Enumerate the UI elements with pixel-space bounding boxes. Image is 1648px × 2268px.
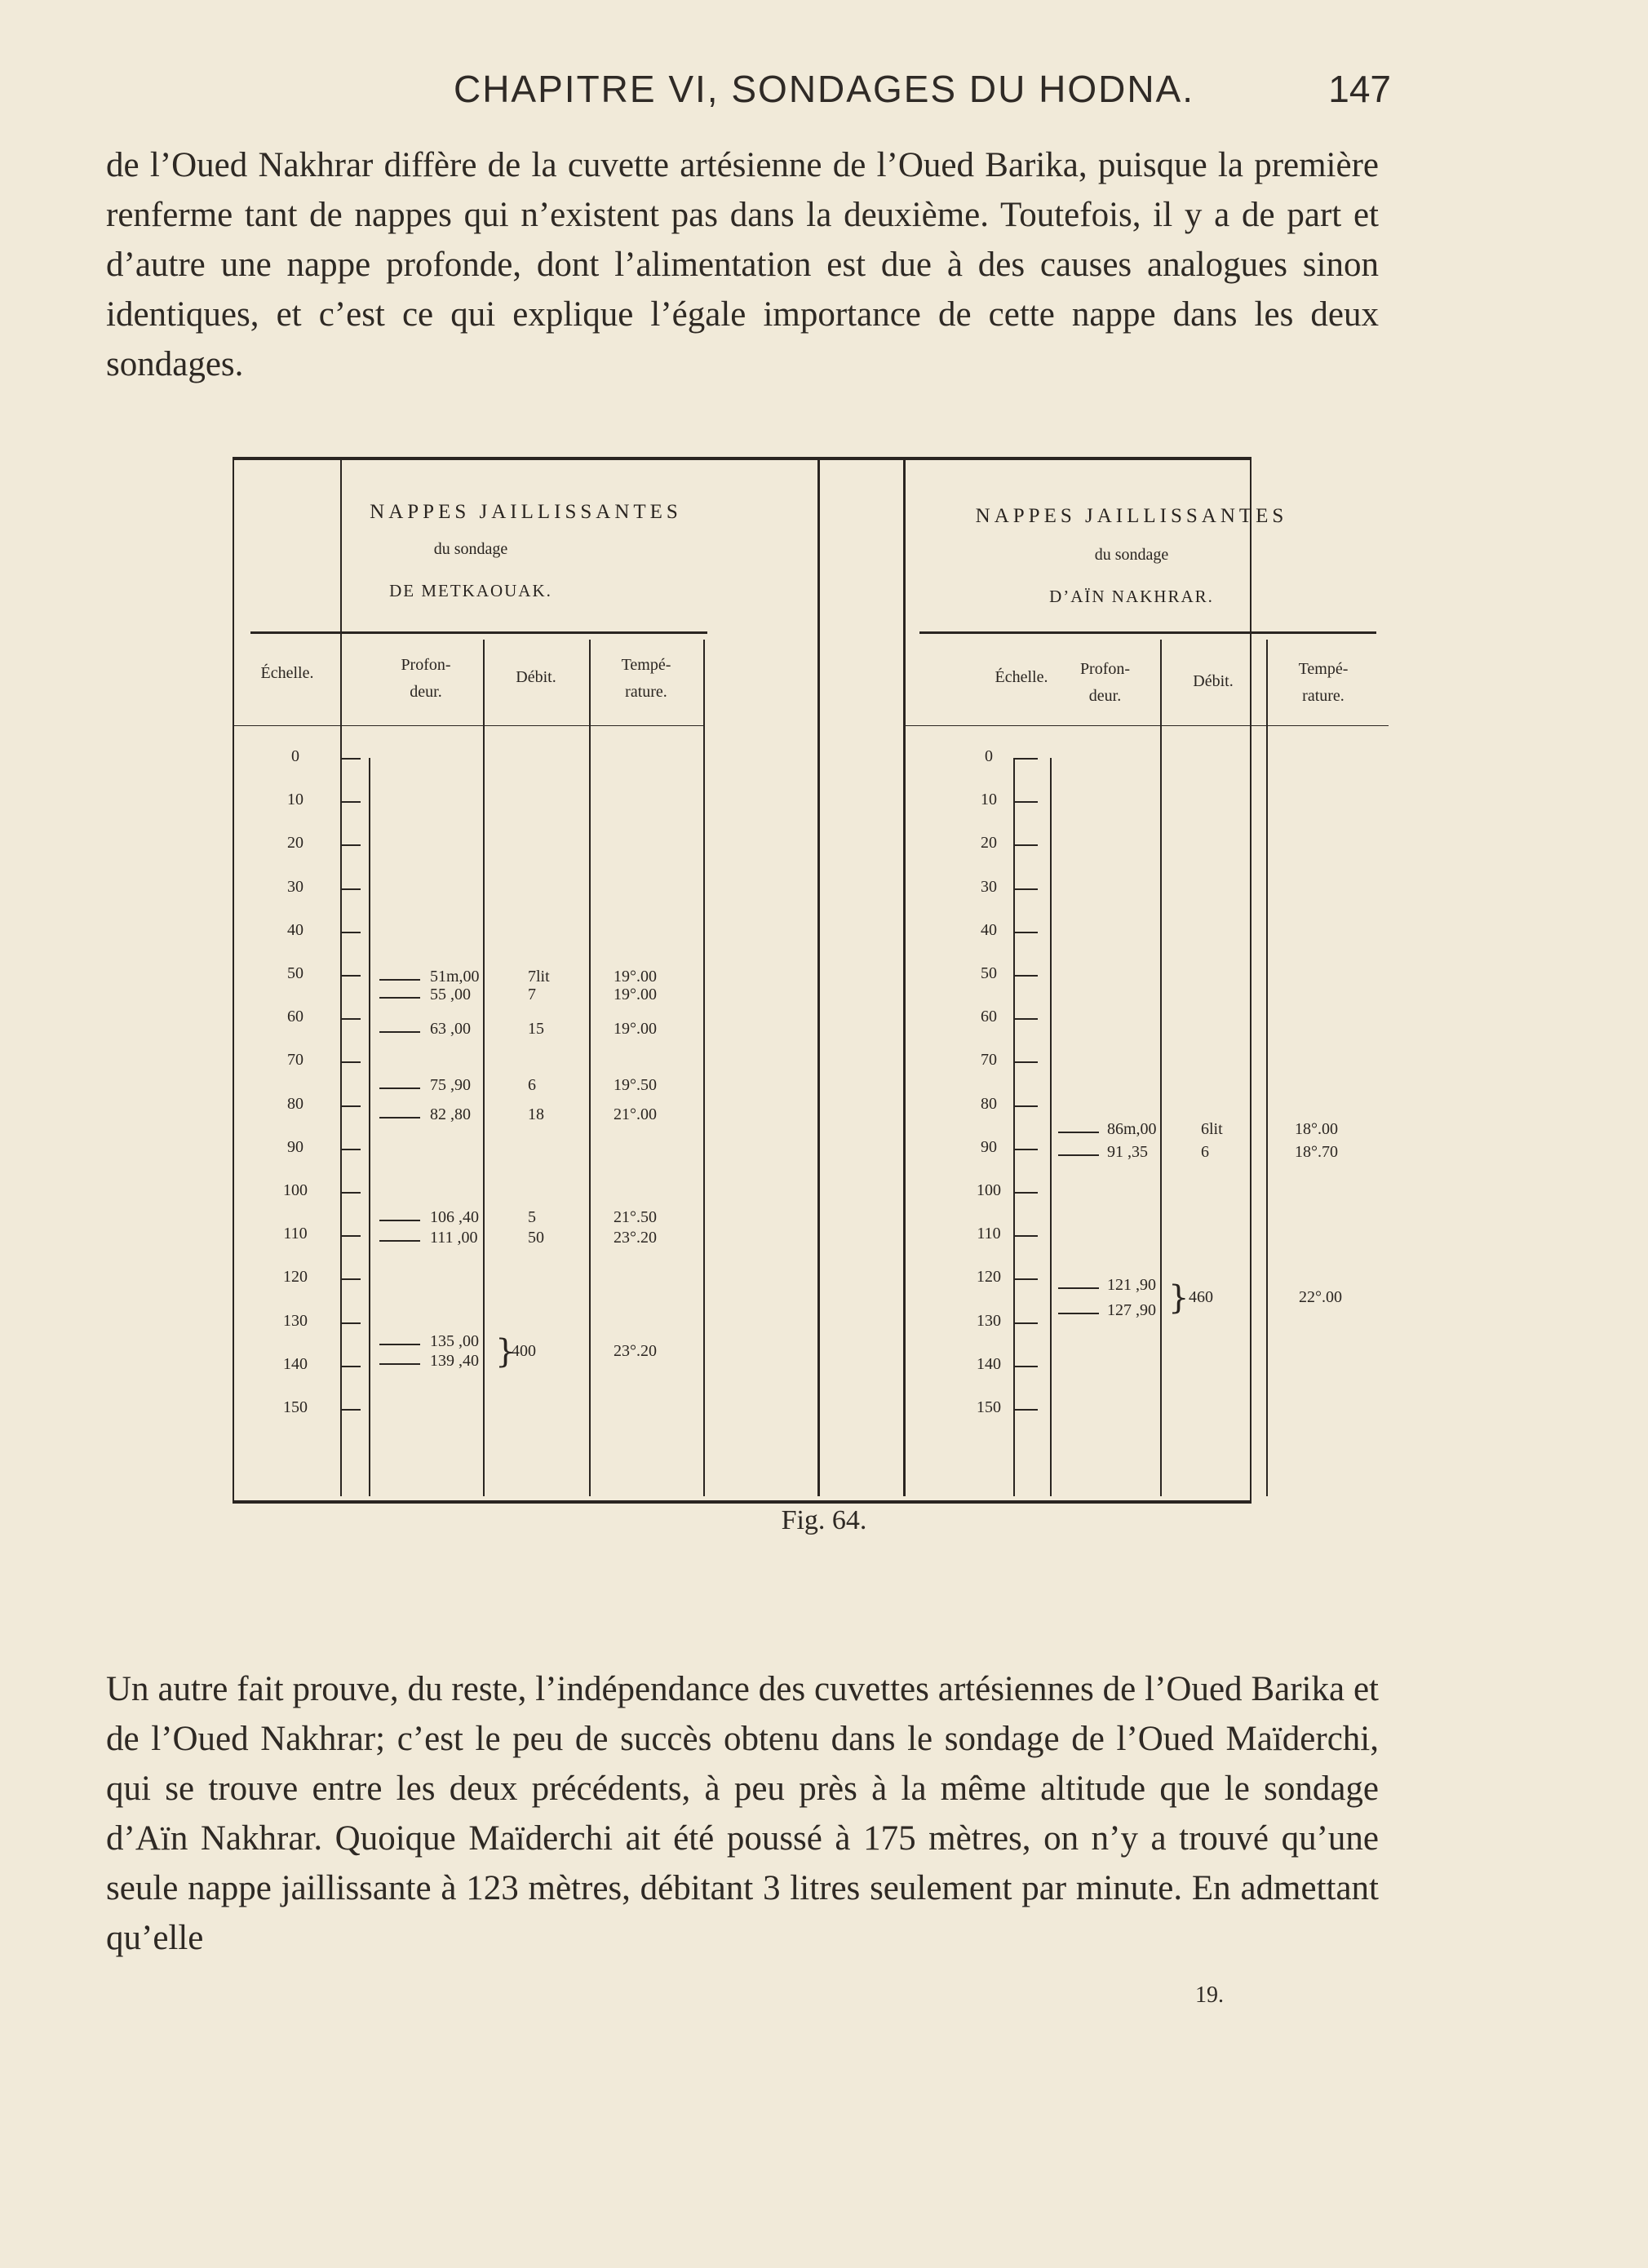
left-depth-marker: [379, 1344, 420, 1345]
left-flow-value: 7lit: [528, 968, 550, 986]
right-header-temp: [1266, 656, 1380, 710]
left-scale-tick: [340, 1018, 361, 1020]
left-temp-value: 19°.00: [614, 985, 657, 1003]
right-scale-tick: [1013, 1149, 1038, 1150]
right-flow-value: 6lit: [1201, 1119, 1223, 1138]
left-scale-label: 10: [287, 791, 303, 809]
right-scale-label: 60: [981, 1008, 997, 1026]
left-temp-value: 23°.20: [614, 1228, 657, 1247]
right-scale-tick: [1013, 1235, 1038, 1237]
right-scale-tick: [1013, 888, 1038, 890]
left-title-ornament: [250, 631, 707, 634]
left-scale-tick: [340, 932, 361, 933]
rule-right-header: [903, 725, 1266, 726]
right-scale-label: 120: [977, 1268, 1001, 1287]
rule-left-scale: [340, 460, 342, 1496]
left-depth-value: 111 ,00: [430, 1228, 478, 1247]
left-depth-marker: [379, 979, 420, 981]
left-header-temp-line1: Tempé-: [621, 656, 671, 674]
right-scale-tick: [1013, 975, 1038, 977]
right-header-depth-line2: deur.: [1088, 687, 1122, 705]
left-depth-marker: [379, 1363, 420, 1365]
left-depth-value: 82 ,80: [430, 1105, 471, 1124]
left-scale-label: 140: [283, 1354, 308, 1373]
right-scale-tick: [1013, 1018, 1038, 1020]
left-scale-tick: [340, 844, 361, 846]
left-group-title: NAPPES JAILLISSANTES: [370, 501, 682, 523]
right-scale-label: 100: [977, 1181, 1001, 1199]
left-flow-value: 5: [528, 1208, 536, 1227]
rule-right-scale: [1013, 758, 1015, 1496]
left-header-depth-line2: deur.: [410, 683, 442, 701]
left-scale-label: 80: [287, 1094, 303, 1113]
left-group-subtitle: du sondage: [433, 540, 508, 558]
left-depth-marker: [379, 1240, 420, 1242]
right-scale-tick: [1013, 1105, 1038, 1107]
right-group-temp: 22°.00: [1299, 1288, 1342, 1307]
rule-center-1: [817, 460, 820, 1496]
right-scale-label: 150: [977, 1398, 1001, 1416]
left-scale-tick: [340, 758, 361, 760]
right-header-depth-line1: Profon-: [1079, 660, 1131, 678]
right-scale-label: 10: [981, 791, 997, 809]
right-group-brace: }: [1168, 1279, 1189, 1318]
right-depth-marker: [1058, 1313, 1099, 1314]
right-group-title: NAPPES JAILLISSANTES: [975, 505, 1288, 527]
left-header-scale: Échelle.: [260, 664, 314, 682]
rule-right-flow: [1266, 640, 1268, 1496]
right-scale-tick: [1013, 844, 1038, 846]
left-scale-tick: [340, 1322, 361, 1324]
signature-mark: 19.: [1195, 1982, 1224, 2008]
left-depth-marker: [379, 1220, 420, 1221]
left-depth-value: 139 ,40: [430, 1351, 479, 1370]
left-scale-label: 110: [283, 1225, 308, 1243]
right-scale-label: 90: [981, 1137, 997, 1156]
left-scale-tick: [340, 1366, 361, 1367]
left-flow-value: 18: [528, 1105, 544, 1124]
right-group-flow: 460: [1189, 1288, 1213, 1307]
left-scale-label: 90: [287, 1137, 303, 1156]
right-scale-tick: [1013, 758, 1038, 760]
left-flow-value: 6: [528, 1075, 536, 1094]
left-scale-label: 30: [287, 877, 303, 896]
rule-left-header: [234, 725, 589, 726]
rule-center-2: [903, 460, 906, 1496]
left-temp-value: 21°.00: [614, 1105, 657, 1124]
left-depth-value: 135 ,00: [430, 1332, 479, 1351]
left-depth-value: 63 ,00: [430, 1020, 471, 1039]
left-scale-tick: [340, 1105, 361, 1107]
left-scale-tick: [340, 801, 361, 803]
rule-right-header-end: [1266, 725, 1389, 726]
right-temp-value: 18°.00: [1295, 1119, 1338, 1138]
left-temp-value: 19°.50: [614, 1075, 657, 1094]
left-scale-tick: [340, 888, 361, 890]
left-header-depth-line1: Profon-: [401, 656, 451, 674]
right-scale-tick: [1013, 1409, 1038, 1411]
left-depth-value: 51m,00: [430, 968, 480, 986]
right-scale-tick: [1013, 1366, 1038, 1367]
left-depth-value: 55 ,00: [430, 985, 471, 1003]
right-depth-marker: [1058, 1154, 1099, 1156]
right-scale-label: 0: [985, 747, 993, 765]
right-scale-label: 80: [981, 1094, 997, 1113]
left-scale-label: 120: [283, 1268, 308, 1287]
right-group-subtitle: du sondage: [1094, 546, 1169, 564]
left-scale-label: 100: [283, 1181, 308, 1199]
left-temp-value: 21°.50: [614, 1208, 657, 1227]
left-group-name: DE METKAOUAK.: [389, 581, 552, 600]
left-depth-marker: [379, 1117, 420, 1118]
rule-left-flow: [589, 640, 591, 1496]
right-temp-value: 18°.70: [1295, 1142, 1338, 1161]
paragraph-2: Un autre fait prouve, du reste, l’indépendance des cuvettes artésiennes de l’Oued Barika et de l’Oued Nakhrar; c’est le peu de succès obtenu dans le sondage de l’Oued Maïderchi, qui se trouve entre les deux précédents, à peu près à la même altitude que le sondage d’Aïn Nakhrar. Quoique Maïderchi ait été poussé à 175 mètres, on n’y a trouvé qu’une seule nappe jaillissante à 123 mètres, débitant 3 litres seulement par minute. En admettant qu’elle: [106, 1670, 1379, 1957]
left-header-temp-line2: rature.: [625, 683, 667, 701]
rule-left-scalebar: [369, 758, 370, 1496]
left-header-flow: Débit.: [516, 668, 556, 686]
left-scale-label: 150: [283, 1398, 308, 1416]
right-scale-tick: [1013, 1322, 1038, 1324]
left-header-depth: [369, 652, 483, 706]
left-depth-marker: [379, 997, 420, 999]
left-scale-tick: [340, 1235, 361, 1237]
left-flow-value: 15: [528, 1020, 544, 1039]
right-depth-marker: [1058, 1287, 1099, 1289]
left-temp-value: 19°.00: [614, 968, 657, 986]
left-scale-tick: [340, 1061, 361, 1063]
left-scale-tick: [340, 1192, 361, 1194]
left-scale-label: 50: [287, 964, 303, 982]
right-flow-value: 6: [1201, 1142, 1209, 1161]
right-group-name: D’AÏN NAKHRAR.: [1049, 587, 1214, 606]
right-scale-label: 40: [981, 920, 997, 939]
right-scale-tick: [1013, 1061, 1038, 1063]
right-title-ornament: [919, 631, 1376, 634]
figure-64-table: [233, 457, 1349, 1504]
right-scale-label: 30: [981, 877, 997, 896]
right-scale-tick: [1013, 1278, 1038, 1280]
right-scale-tick: [1013, 932, 1038, 933]
right-depth-value: 121 ,90: [1107, 1275, 1156, 1294]
right-header-flow: Débit.: [1193, 672, 1234, 690]
left-depth-value: 75 ,90: [430, 1075, 471, 1094]
left-depth-value: 106 ,40: [430, 1208, 479, 1227]
right-scale-label: 140: [977, 1354, 1001, 1373]
right-header-scale: Échelle.: [995, 668, 1048, 686]
right-scale-label: 110: [977, 1225, 1001, 1243]
left-scale-label: 0: [291, 747, 299, 765]
right-depth-value: 91 ,35: [1107, 1142, 1148, 1161]
left-scale-label: 70: [287, 1051, 303, 1070]
figure-caption: Fig. 64.: [781, 1505, 867, 1535]
right-scale-tick: [1013, 1192, 1038, 1194]
left-group-flow: 400: [512, 1341, 536, 1360]
page-number: 147: [1328, 68, 1391, 110]
left-scale-tick: [340, 1149, 361, 1150]
left-group-brace: }: [495, 1332, 516, 1371]
left-depth-marker: [379, 1031, 420, 1033]
left-scale-label: 130: [283, 1311, 308, 1330]
left-group-temp: 23°.20: [614, 1341, 657, 1360]
left-flow-value: 7: [528, 985, 536, 1003]
right-scale-tick: [1013, 801, 1038, 803]
right-header-temp-line2: rature.: [1302, 687, 1345, 705]
left-scale-label: 20: [287, 834, 303, 853]
right-header-depth: [1050, 656, 1160, 710]
left-depth-marker: [379, 1087, 420, 1089]
right-depth-value: 127 ,90: [1107, 1301, 1156, 1320]
paragraph-1: de l’Oued Nakhrar diffère de la cuvette artésienne de l’Oued Barika, puisque la première renferme tant de nappes qui n’existent pas dans la deuxième. Toutefois, il y a de part et d’autre une nappe profonde, dont l’alimentation est due à des causes analogues sinon identiques, et c’est ce qui explique l’égale importance de cette nappe dans les deux sondages.: [106, 146, 1379, 383]
rule-left-depth: [483, 640, 485, 1496]
rule-right-depth: [1160, 640, 1162, 1496]
right-depth-marker: [1058, 1132, 1099, 1133]
right-scale-label: 130: [977, 1311, 1001, 1330]
rule-left-header-end: [589, 725, 703, 726]
left-temp-value: 19°.00: [614, 1020, 657, 1039]
left-scale-tick: [340, 975, 361, 977]
right-header-temp-line1: Tempé-: [1298, 660, 1349, 678]
left-scale-tick: [340, 1278, 361, 1280]
running-title: CHAPITRE VI, SONDAGES DU HODNA.: [453, 68, 1194, 110]
right-scale-label: 20: [981, 834, 997, 853]
right-scale-label: 50: [981, 964, 997, 982]
page-header: [0, 67, 1648, 124]
left-scale-tick: [340, 1409, 361, 1411]
rule-right-scalebar: [1050, 758, 1052, 1496]
left-scale-label: 40: [287, 920, 303, 939]
left-scale-label: 60: [287, 1008, 303, 1026]
right-depth-value: 86m,00: [1107, 1119, 1157, 1138]
rule-left-temp: [703, 640, 705, 1496]
left-flow-value: 50: [528, 1228, 544, 1247]
left-header-temp: [589, 652, 703, 706]
right-scale-label: 70: [981, 1051, 997, 1070]
